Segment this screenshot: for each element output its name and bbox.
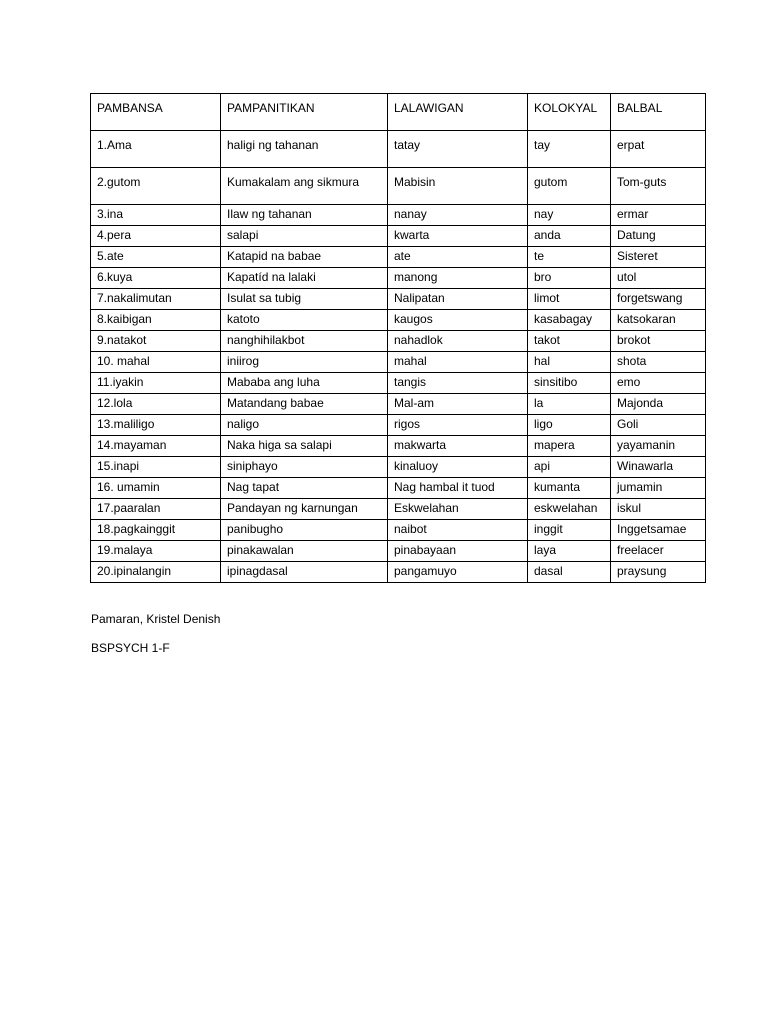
table-cell: salapi: [221, 226, 388, 247]
table-cell: eskwelahan: [528, 499, 611, 520]
table-cell: brokot: [611, 331, 706, 352]
table-cell: nanay: [388, 205, 528, 226]
table-cell: 15.inapi: [91, 457, 221, 478]
table-row: [91, 478, 706, 499]
table-cell: ermar: [611, 205, 706, 226]
table-cell: hal: [528, 352, 611, 373]
table-cell: anda: [528, 226, 611, 247]
table-cell: gutom: [528, 168, 611, 205]
table-cell: pinakawalan: [221, 541, 388, 562]
table-cell: 1.Ama: [91, 131, 221, 168]
table-cell: pangamuyo: [388, 562, 528, 583]
table-cell: nanghihilakbot: [221, 331, 388, 352]
table-body: [91, 94, 706, 583]
table-row: [91, 373, 706, 394]
table-cell: 6.kuya: [91, 268, 221, 289]
table-cell: Kapatíd na lalaki: [221, 268, 388, 289]
table-row: [91, 331, 706, 352]
table-row: [91, 247, 706, 268]
table-cell: nahadlok: [388, 331, 528, 352]
table-cell: bro: [528, 268, 611, 289]
table-cell: ate: [388, 247, 528, 268]
table-cell: dasal: [528, 562, 611, 583]
table-cell: 4.pera: [91, 226, 221, 247]
table-cell: katsokaran: [611, 310, 706, 331]
table-cell: 3.ina: [91, 205, 221, 226]
table-cell: forgetswang: [611, 289, 706, 310]
table-cell: 2.gutom: [91, 168, 221, 205]
table-cell: praysung: [611, 562, 706, 583]
table-row: [91, 415, 706, 436]
table-row: [91, 226, 706, 247]
author-name: Pamaran, Kristel Denish: [91, 612, 221, 626]
table-cell: Goli: [611, 415, 706, 436]
header-cell-lalawigan: LALAWIGAN: [388, 94, 528, 131]
table-cell: kinaluoy: [388, 457, 528, 478]
table-cell: Sisteret: [611, 247, 706, 268]
table-cell: pinabayaan: [388, 541, 528, 562]
table-cell: 20.ipinalangin: [91, 562, 221, 583]
table-row: [91, 394, 706, 415]
table-cell: katoto: [221, 310, 388, 331]
table-cell: iskul: [611, 499, 706, 520]
table-cell: naibot: [388, 520, 528, 541]
table-row: [91, 457, 706, 478]
table-row: [91, 289, 706, 310]
table-row: [91, 562, 706, 583]
table-cell: 13.maliligo: [91, 415, 221, 436]
table-row: [91, 541, 706, 562]
table-cell: manong: [388, 268, 528, 289]
table-cell: 19.malaya: [91, 541, 221, 562]
table-cell: mapera: [528, 436, 611, 457]
table-cell: Eskwelahan: [388, 499, 528, 520]
table-cell: Datung: [611, 226, 706, 247]
table-cell: Majonda: [611, 394, 706, 415]
table-row: [91, 352, 706, 373]
header-cell-balbal: BALBAL: [611, 94, 706, 131]
header-cell-pampanitikan: PAMPANITIKAN: [221, 94, 388, 131]
table-cell: mahal: [388, 352, 528, 373]
table-row: [91, 520, 706, 541]
table-row: [91, 205, 706, 226]
table-cell: Naka higa sa salapi: [221, 436, 388, 457]
table-cell: 17.paaralan: [91, 499, 221, 520]
table-cell: sinsitibo: [528, 373, 611, 394]
table-cell: laya: [528, 541, 611, 562]
table-cell: emo: [611, 373, 706, 394]
table-cell: freelacer: [611, 541, 706, 562]
table-cell: nay: [528, 205, 611, 226]
header-cell-pambansa: PAMBANSA: [91, 94, 221, 131]
table-cell: siniphayo: [221, 457, 388, 478]
table-cell: Nalipatan: [388, 289, 528, 310]
table-cell: 12.lola: [91, 394, 221, 415]
table-cell: 8.kaibigan: [91, 310, 221, 331]
table-cell: Inggetsamae: [611, 520, 706, 541]
table-cell: la: [528, 394, 611, 415]
table-cell: ipinagdasal: [221, 562, 388, 583]
table-cell: 11.iyakin: [91, 373, 221, 394]
table-cell: 7.nakalimutan: [91, 289, 221, 310]
table-cell: 5.ate: [91, 247, 221, 268]
table-cell: Kumakalam ang sikmura: [221, 168, 388, 205]
table-cell: ligo: [528, 415, 611, 436]
table-cell: te: [528, 247, 611, 268]
table-cell: tatay: [388, 131, 528, 168]
table-cell: Pandayan ng karnungan: [221, 499, 388, 520]
table-cell: api: [528, 457, 611, 478]
table-cell: 16. umamin: [91, 478, 221, 499]
table-cell: yayamanin: [611, 436, 706, 457]
table-cell: tangis: [388, 373, 528, 394]
table-cell: inggit: [528, 520, 611, 541]
table-cell: iniirog: [221, 352, 388, 373]
table-cell: Matandang babae: [221, 394, 388, 415]
table-cell: 18.pagkainggit: [91, 520, 221, 541]
table-row: [91, 131, 706, 168]
table-cell: haligi ng tahanan: [221, 131, 388, 168]
table-row: [91, 168, 706, 205]
table-cell: kaugos: [388, 310, 528, 331]
table-cell: erpat: [611, 131, 706, 168]
header-cell-kolokyal: KOLOKYAL: [528, 94, 611, 131]
table-cell: makwarta: [388, 436, 528, 457]
table-cell: kasabagay: [528, 310, 611, 331]
table-cell: limot: [528, 289, 611, 310]
table-row: [91, 310, 706, 331]
table-cell: takot: [528, 331, 611, 352]
table-cell: kumanta: [528, 478, 611, 499]
table-cell: utol: [611, 268, 706, 289]
course-section: BSPSYCH 1-F: [91, 641, 170, 655]
table-row: [91, 499, 706, 520]
table-cell: Ilaw ng tahanan: [221, 205, 388, 226]
table-cell: Isulat sa tubig: [221, 289, 388, 310]
table-cell: Mal-am: [388, 394, 528, 415]
vocabulary-table: [90, 93, 706, 583]
table-cell: 14.mayaman: [91, 436, 221, 457]
table-cell: rigos: [388, 415, 528, 436]
table-cell: Katapid na babae: [221, 247, 388, 268]
table-cell: panibugho: [221, 520, 388, 541]
table-cell: naligo: [221, 415, 388, 436]
table-cell: jumamin: [611, 478, 706, 499]
table-cell: tay: [528, 131, 611, 168]
table-cell: Tom-guts: [611, 168, 706, 205]
table-cell: 10. mahal: [91, 352, 221, 373]
table-cell: shota: [611, 352, 706, 373]
table-cell: Winawarla: [611, 457, 706, 478]
table-header-row: [91, 94, 706, 131]
table-cell: Nag tapat: [221, 478, 388, 499]
table-cell: 9.natakot: [91, 331, 221, 352]
table-cell: kwarta: [388, 226, 528, 247]
table-row: [91, 436, 706, 457]
table-row: [91, 268, 706, 289]
table-cell: Mababa ang luha: [221, 373, 388, 394]
table-cell: Mabisin: [388, 168, 528, 205]
table-cell: Nag hambal it tuod: [388, 478, 528, 499]
